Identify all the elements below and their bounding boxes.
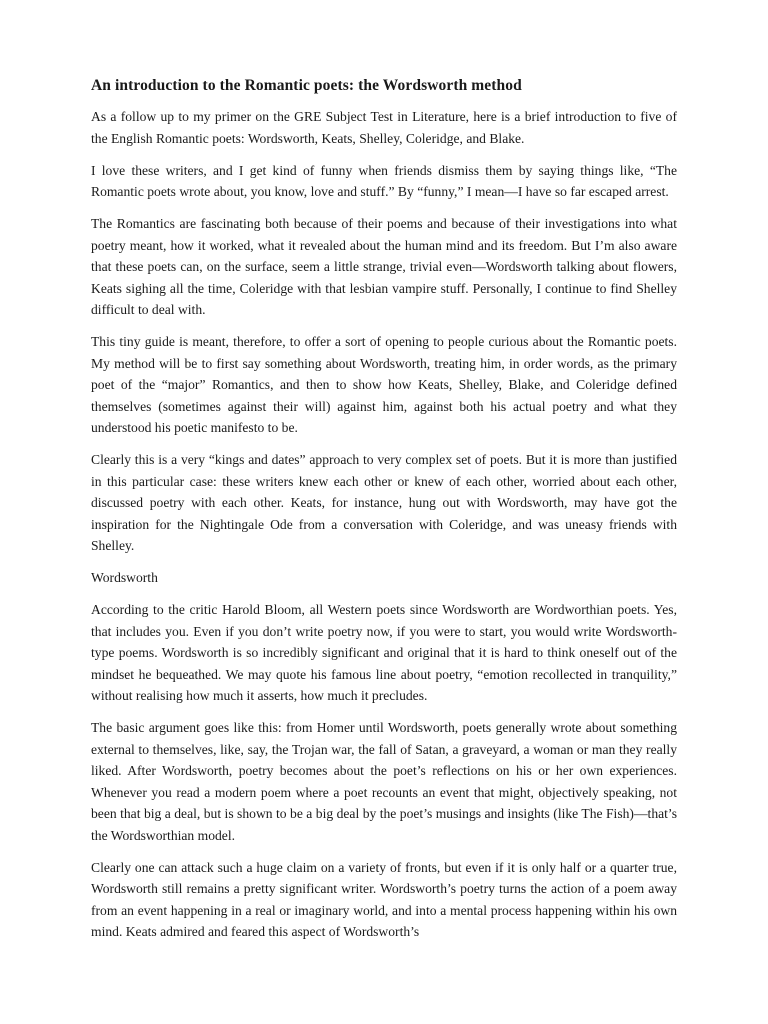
paragraph-tiny-guide: This tiny guide is meant, therefore, to offer a sort of opening to people curious about the Romantic poets. My method will be to first say something about Wordsworth, treating him, in order words, as the primary poet of the “major” Romantics, and then to show how Keats, Shelley, Blake, and Coleridge defined themselves (sometimes against their will) against him, against both his actual poetry and what they understood his poetic manifesto to be. [91, 334, 677, 435]
paragraph-love-writers: I love these writers, and I get kind of funny when friends dismiss them by saying things like, “The Romantic poets wrote about, you know, love and stuff.” By “funny,” I mean—I have so far escaped arrest. [91, 162, 677, 199]
document-page [91, 76, 677, 953]
paragraph-romantics-fascinating: The Romantics are fascinating both because of their poems and because of their investigations into what poetry meant, how it worked, what it revealed about the human mind and its freedom. But I’m also aware that these poets can, on the surface, seem a little strange, trivial even—Wordsworth talking about flowers, Keats sighing all the time, Coleridge with that lesbian vampire stuff. Personally, I continue to find Shelley difficult to deal with. [91, 216, 677, 317]
paragraph-harold-bloom: According to the critic Harold Bloom, all Western poets since Wordsworth are Wordworthian poets. Yes, that includes you. Even if you don’t write poetry now, if you were to start, you would write Wordsworth-type poems. Wordsworth is so incredibly significant and original that it is hard to think oneself out of the mindset he bequeathed. We may quote his famous line about poetry, “emotion recollected in tranquility,” without realising how much it asserts, how much it precludes. [91, 602, 677, 703]
section-heading-wordsworth: Wordsworth [91, 570, 158, 585]
paragraph-basic-argument: The basic argument goes like this: from Homer until Wordsworth, poets generally wrote about something external to themselves, like, say, the Trojan war, the fall of Satan, a graveyard, a woman or man they really liked. After Wordsworth, poetry becomes about the poet’s reflections on his or her own experiences. Whenever you read a modern poem where a poet recounts an event that might, objectively speaking, not been that big a deal, but is shown to be a big deal by the poet’s musings and insights (like The Fish)—that’s the Wordsworthian model. [91, 720, 677, 843]
document-title: An introduction to the Romantic poets: the Wordsworth method [91, 77, 522, 94]
paragraph-kings-and-dates: Clearly this is a very “kings and dates” approach to very complex set of poets. But it is more than justified in this particular case: these writers knew each other or knew of each other, worried about each other, discussed poetry with each other. Keats, for instance, hung out with Wordsworth, may have got the inspiration for the Nightingale Ode from a conversation with Coleridge, and was uneasy friends with Shelley. [91, 452, 677, 553]
paragraph-huge-claim: Clearly one can attack such a huge claim on a variety of fronts, but even if it is only half or a quarter true, Wordsworth still remains a pretty significant writer. Wordsworth’s poetry turns the action of a poem away from an event happening in a real or imaginary world, and into a mental process happening within his own mind. Keats admired and feared this aspect of Wordsworth’s [91, 859, 677, 939]
paragraph-primer-intro: As a follow up to my primer on the GRE Subject Test in Literature, here is a brief introduction to five of the English Romantic poets: Wordsworth, Keats, Shelley, Coleridge, and Blake. [91, 109, 677, 146]
